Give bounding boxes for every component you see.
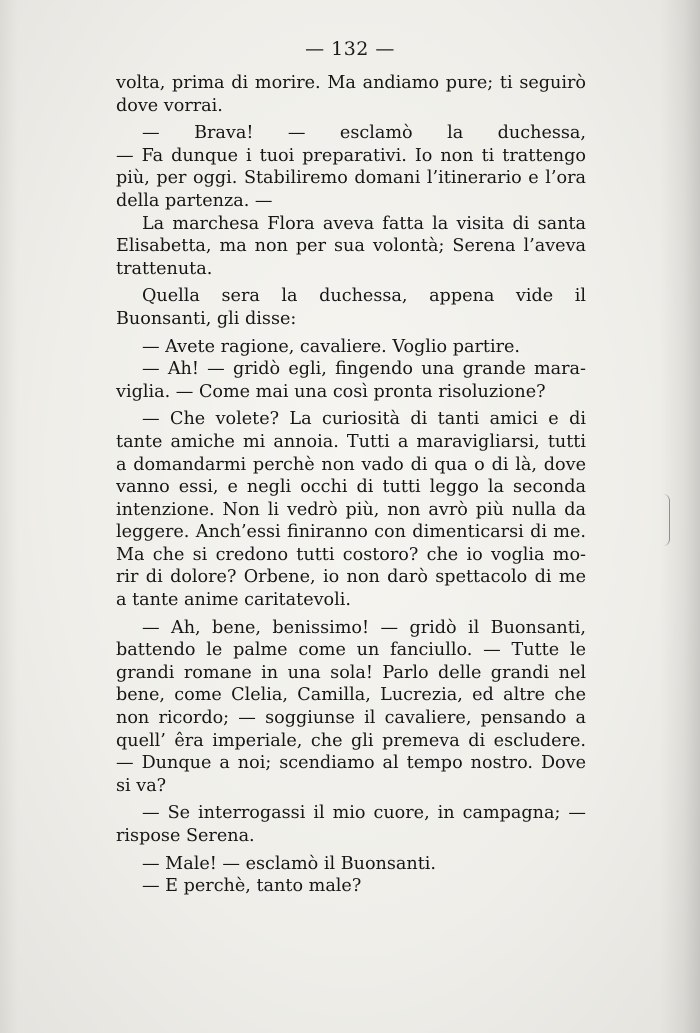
text-line: rispose Serena. (116, 826, 255, 846)
text-line: trattenuta. (116, 258, 213, 279)
text-line: dove vorrai. (116, 95, 223, 116)
text-line: La marchesa Flora aveva fatta la visita di santa (142, 213, 586, 234)
text-line: Buonsanti, gli disse: (116, 308, 297, 329)
text-line: più, per oggi. Stabiliremo domani l’itinerario e l’ora (116, 168, 586, 189)
text-line: viglia. — Come mai una così pronta risoluzione? (116, 381, 546, 402)
text-line: bene, come Clelia, Camilla, Lucrezia, ed altre che (116, 685, 586, 706)
text-line: a tante anime caritatevoli. (116, 590, 351, 611)
text-line: vanno essi, e negli occhi di tutti leggo la seconda (116, 477, 586, 498)
text-line: — Ah! — gridò egli, fingendo una grande mara- (142, 359, 586, 380)
text-line: intenzione. Non li vedrò più, non avrò più nulla da (116, 499, 586, 520)
text-line: a domandarmi perchè non vado di qua o di là, dove (116, 454, 586, 475)
text-line: della partenza. — (116, 190, 273, 211)
text-line: — Brava! — esclamò la duchessa, (142, 123, 586, 144)
text-line: tante amiche mi annoia. Tutti a maravigliarsi, tutti (116, 431, 586, 452)
text-line: quell’ êra imperiale, che gli premeva di escludere. (116, 730, 586, 751)
text-line: rir di dolore? Orbene, io non darò spettacolo di me (116, 567, 586, 588)
page-number: — 132 — (305, 38, 395, 60)
text-line: — Fa dunque i tuoi preparativi. Io non ti trattengo (116, 145, 586, 166)
body-text (116, 72, 586, 898)
text-line: — Se interrogassi il mio cuore, in campagna; — (142, 803, 586, 824)
text-line: battendo le palme come un fanciullo. — Tutte le (116, 640, 586, 661)
text-line: grandi romane in una sola! Parlo delle grandi nel (116, 662, 586, 683)
text-line: si va? (116, 775, 167, 796)
text-line: Quella sera la duchessa, appena vide il (142, 286, 586, 307)
text-line: Ma che si credono tutti costoro? che io voglia mo- (116, 544, 586, 565)
text-line: — Avete ragione, cavaliere. Voglio partire. (142, 336, 521, 357)
text-line: Elisabetta, ma non per sua volontà; Serena l’aveva (116, 236, 586, 257)
text-line: — Che volete? La curiosità di tanti amici e di (142, 409, 586, 430)
page-left-edge (0, 0, 18, 1033)
text-line: volta, prima di morire. Ma andiamo pure; ti seguirò (116, 73, 586, 93)
text-line: — Dunque a noi; scendiamo al tempo nostro. Dove (116, 753, 586, 774)
text-line: — E perchè, tanto male? (142, 876, 362, 897)
margin-bracket-mark (663, 494, 670, 546)
text-line: — Ah, bene, benissimo! — gridò il Buonsanti, (142, 617, 586, 638)
text-line: — Male! — esclamò il Buonsanti. (142, 853, 437, 874)
text-line: leggere. Anch’essi finiranno con dimenticarsi di me. (116, 522, 586, 543)
text-line: non ricordo; — soggiunse il cavaliere, pensando a (116, 708, 586, 729)
